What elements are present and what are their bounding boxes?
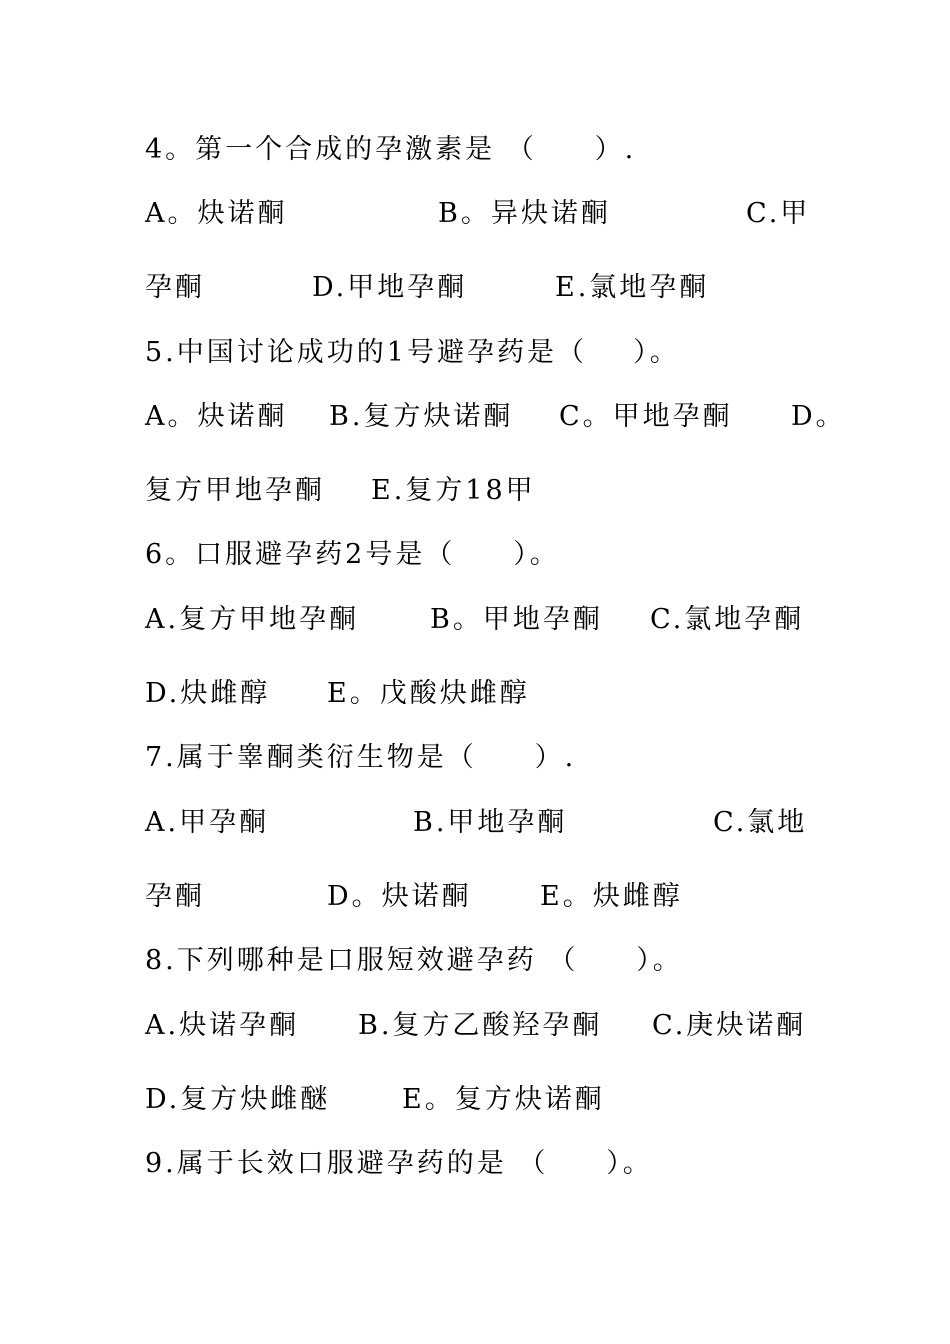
question-7-options-row-1: [145, 803, 808, 843]
option-b: B。异炔诺酮: [438, 198, 611, 229]
option-b: B.甲地孕酮: [413, 807, 568, 838]
question-6-stem: 6。口服避孕药2号是（ ）。: [145, 539, 560, 570]
option-e: E。戊酸炔雌醇: [327, 678, 530, 709]
option-d: D。: [791, 401, 846, 432]
option-a: A。炔诺酮: [145, 198, 288, 229]
option-b: B.复方炔诺酮: [329, 401, 514, 432]
question-4-stem: 4。第一个合成的孕激素是 （ ）.: [145, 134, 637, 165]
option-e: E。复方炔诺酮: [402, 1084, 605, 1115]
option-c: C.氯地: [713, 807, 808, 838]
question-7-stem: 7.属于睾酮类衍生物是（ ）.: [145, 742, 577, 773]
option-c-continued: 孕酮: [145, 881, 205, 912]
option-e: E。炔雌醇: [540, 881, 683, 912]
question-4-options-row-2: [145, 268, 710, 308]
option-d-continued: 复方甲地孕酮: [145, 475, 325, 506]
option-a: A.甲孕酮: [145, 807, 270, 838]
option-c: C.甲: [746, 198, 811, 229]
option-c-continued: 孕酮: [145, 272, 205, 303]
option-c: C。甲地孕酮: [559, 401, 733, 432]
option-b: B.复方乙酸羟孕酮: [358, 1010, 603, 1041]
option-e: E.复方18甲: [371, 475, 536, 506]
question-5-stem: 5.中国讨论成功的1号避孕药是（ ）。: [145, 337, 680, 368]
question-6-options-row-1: [145, 600, 805, 640]
option-a: A.复方甲地孕酮: [145, 604, 360, 635]
question-4-options-row-1: [145, 194, 811, 234]
question-6-options-row-2: [145, 674, 530, 714]
question-8-stem: 8.下列哪种是口服短效避孕药 （ ）。: [145, 945, 683, 976]
question-7-options-row-2: [145, 877, 683, 917]
question-5-options-row-1: [145, 397, 846, 437]
option-b: B。甲地孕酮: [430, 604, 603, 635]
option-d: D.炔雌醇: [145, 678, 271, 709]
option-c: C.氯地孕酮: [650, 604, 805, 635]
option-a: A.炔诺孕酮: [145, 1010, 300, 1041]
option-d: D.复方炔雌醚: [145, 1084, 331, 1115]
question-9-stem: 9.属于长效口服避孕药的是 （ ）。: [145, 1148, 653, 1179]
question-8-options-row-2: [145, 1080, 605, 1120]
option-d: D。炔诺酮: [327, 881, 472, 912]
option-e: E.氯地孕酮: [555, 272, 710, 303]
question-8-options-row-1: [145, 1006, 807, 1046]
option-a: A。炔诺酮: [145, 401, 288, 432]
option-d: D.甲地孕酮: [312, 272, 468, 303]
question-5-options-row-2: [145, 471, 536, 511]
option-c: C.庚炔诺酮: [652, 1010, 807, 1041]
